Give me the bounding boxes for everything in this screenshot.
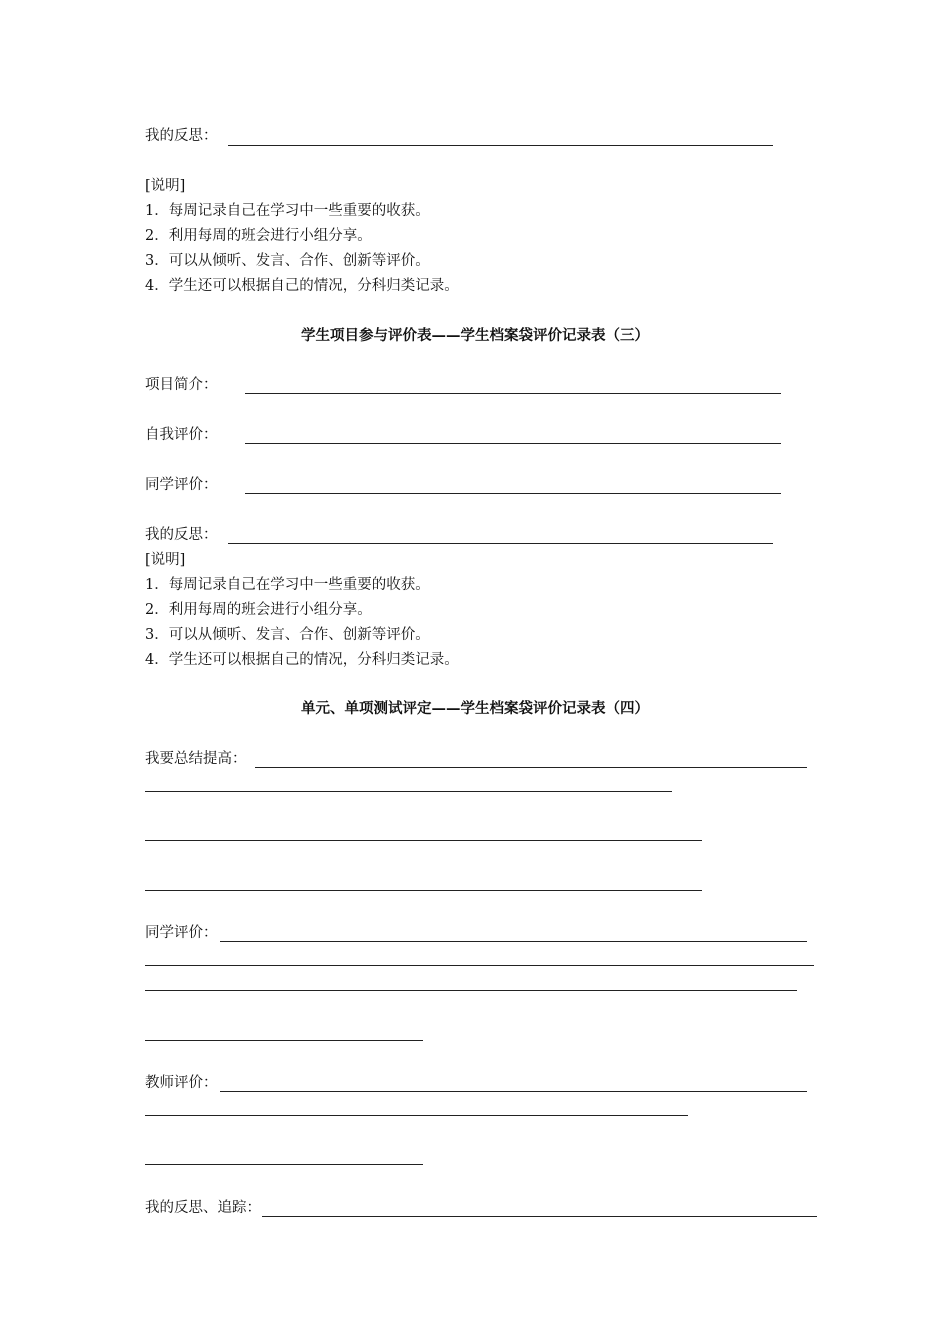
peer-eval-label: 同学评价： xyxy=(145,477,218,493)
note-item: 2．利用每周的班会进行小组分享。 xyxy=(145,602,372,618)
reflection-blank-line[interactable] xyxy=(228,543,773,544)
project-intro-blank-line[interactable] xyxy=(245,393,781,394)
teacher-eval-label: 教师评价： xyxy=(145,1075,218,1091)
peer-eval-blank-line[interactable] xyxy=(145,1040,423,1041)
note-item: 2．利用每周的班会进行小组分享。 xyxy=(145,228,372,244)
note-item: 4．学生还可以根据自己的情况，分科归类记录。 xyxy=(145,652,459,668)
summary-blank-line[interactable] xyxy=(145,791,672,792)
note-item: 4．学生还可以根据自己的情况，分科归类记录。 xyxy=(145,278,459,294)
self-eval-label: 自我评价： xyxy=(145,427,218,443)
project-intro-label: 项目简介： xyxy=(145,377,218,393)
notes-title: [说明] xyxy=(145,178,186,194)
teacher-eval-blank-line[interactable] xyxy=(145,1164,423,1165)
reflection-label: 我的反思： xyxy=(145,527,218,543)
teacher-eval-blank-line[interactable] xyxy=(145,1115,688,1116)
note-item: 1．每周记录自己在学习中一些重要的收获。 xyxy=(145,203,430,219)
peer-eval-blank-line[interactable] xyxy=(145,965,814,966)
note-item: 3．可以从倾听、发言、合作、创新等评价。 xyxy=(145,627,430,643)
note-item: 1．每周记录自己在学习中一些重要的收获。 xyxy=(145,577,430,593)
teacher-eval-blank-line[interactable] xyxy=(220,1091,807,1092)
summary-blank-line[interactable] xyxy=(255,767,807,768)
notes-title: [说明] xyxy=(145,552,186,568)
note-item: 3．可以从倾听、发言、合作、创新等评价。 xyxy=(145,253,430,269)
peer-eval-blank-line[interactable] xyxy=(145,990,797,991)
reflection-tracking-label: 我的反思、追踪： xyxy=(145,1200,261,1216)
reflection-blank-line[interactable] xyxy=(228,145,773,146)
summary-blank-line[interactable] xyxy=(145,840,702,841)
peer-eval-blank-line[interactable] xyxy=(220,941,807,942)
self-eval-blank-line[interactable] xyxy=(245,443,781,444)
reflection-tracking-blank-line[interactable] xyxy=(262,1216,817,1217)
reflection-label: 我的反思： xyxy=(145,128,218,144)
peer-eval-label: 同学评价： xyxy=(145,925,218,941)
section-four-title: 单元、单项测试评定——学生档案袋评价记录表（四） xyxy=(301,700,649,717)
peer-eval-blank-line[interactable] xyxy=(245,493,781,494)
section-three-title: 学生项目参与评价表——学生档案袋评价记录表（三） xyxy=(301,327,649,344)
summary-blank-line[interactable] xyxy=(145,890,702,891)
summary-label: 我要总结提高： xyxy=(145,751,247,767)
